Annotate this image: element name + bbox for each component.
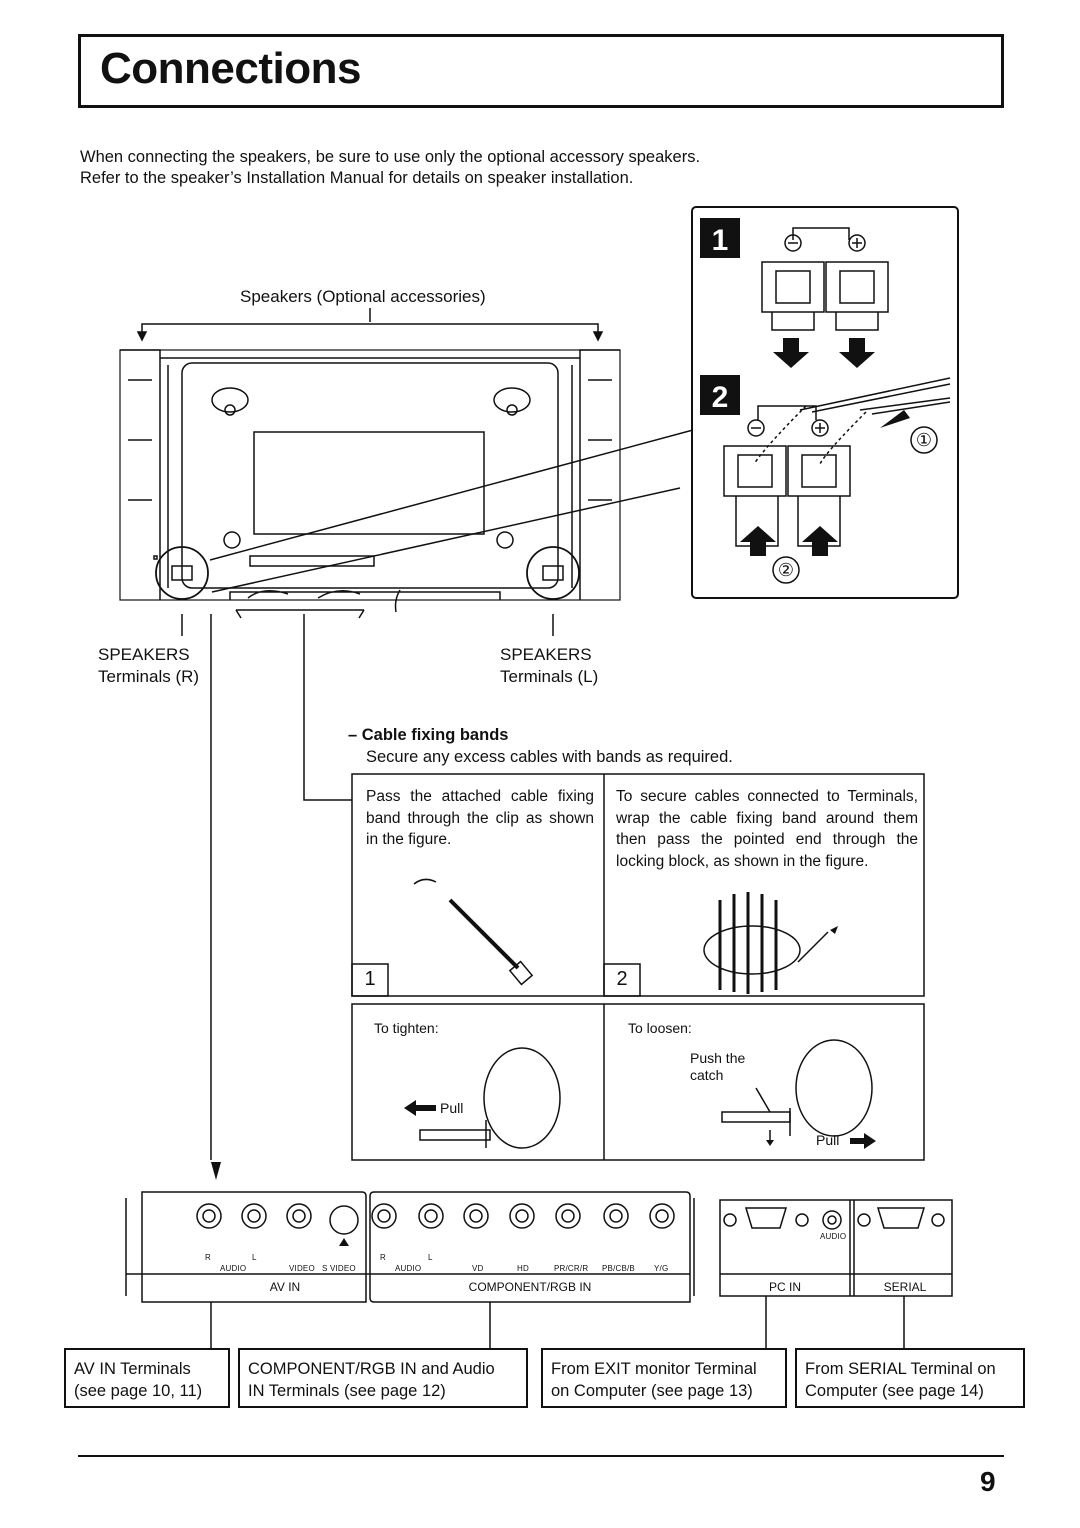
pc-in-label: PC IN [768, 1280, 801, 1294]
av-in-label: AV IN [269, 1280, 301, 1294]
pull-label-loosen: Pull [816, 1132, 840, 1148]
callout-av-in [64, 1348, 230, 1408]
cable-bands-subtitle: Secure any excess cables with bands as required. [366, 748, 733, 766]
speakers-l-line1: SPEAKERS [500, 645, 592, 664]
callout-pc-in-line2: on Computer (see page 13) [551, 1382, 753, 1400]
pull-label-tighten: Pull [440, 1100, 464, 1116]
to-loosen-label: To loosen: [628, 1020, 692, 1036]
av-sub-r: R [205, 1253, 211, 1262]
inset-step-1: 1 [711, 224, 729, 257]
callout-serial [795, 1348, 1025, 1408]
inset-sub-1: ① [915, 430, 933, 451]
speakers-optional-label: Speakers (Optional accessories) [240, 287, 486, 306]
av-sub-l: L [252, 1253, 257, 1262]
page-title: Connections [100, 44, 361, 93]
cable-bands-left-text: Pass the attached cable fixing band through the clip as shown in the figure. [366, 788, 594, 848]
comp-sub-vd: VD [472, 1264, 484, 1273]
comp-sub-hd: HD [517, 1264, 529, 1273]
cable-step-2: 2 [616, 968, 628, 990]
comp-sub-audio: AUDIO [395, 1264, 422, 1273]
comp-sub-r: R [380, 1253, 386, 1262]
comp-sub-pr: PR/CR/R [554, 1264, 589, 1273]
intro-line-1: When connecting the speakers, be sure to use only the optional accessory speakers. [80, 148, 701, 166]
cable-bands-right-text: To secure cables connected to Terminals, wrap the cable fixing band around them then pass the pointed end through the locking block, as shown in the figure. [616, 788, 918, 870]
comp-sub-yg: Y/G [654, 1264, 669, 1273]
page-number: 9 [980, 1466, 996, 1497]
pc-audio-label: AUDIO [820, 1232, 847, 1241]
component-rgb-in-label: COMPONENT/RGB IN [468, 1280, 592, 1294]
cable-bands-heading: – Cable fixing bands [348, 726, 509, 744]
push-catch-label: Push the catch [690, 1050, 746, 1083]
to-tighten-label: To tighten: [374, 1020, 439, 1036]
serial-label: SERIAL [883, 1280, 927, 1294]
speakers-l-line2: Terminals (L) [500, 667, 599, 686]
av-sub-audio: AUDIO [220, 1264, 247, 1273]
av-sub-svideo: S VIDEO [322, 1264, 356, 1273]
callout-component-line1: COMPONENT/RGB IN and Audio [248, 1360, 495, 1378]
callout-component [238, 1348, 528, 1408]
speakers-r-line2: Terminals (R) [98, 667, 200, 686]
comp-sub-l: L [428, 1253, 433, 1262]
callout-pc-in [541, 1348, 787, 1408]
callout-serial-line2: Computer (see page 14) [805, 1382, 984, 1400]
av-sub-video: VIDEO [289, 1264, 315, 1273]
callout-pc-in-line1: From EXIT monitor Terminal [551, 1360, 757, 1378]
callout-component-line2: IN Terminals (see page 12) [248, 1382, 446, 1400]
speakers-r-line1: SPEAKERS [98, 645, 190, 664]
comp-sub-pb: PB/CB/B [602, 1264, 635, 1273]
inset-step-2: 2 [711, 381, 729, 414]
callout-serial-line1: From SERIAL Terminal on [805, 1360, 996, 1378]
callout-av-in-line2: (see page 10, 11) [74, 1382, 203, 1400]
intro-line-2: Refer to the speaker’s Installation Manual for details on speaker installation. [80, 169, 634, 187]
inset-sub-2: ② [777, 560, 795, 581]
callout-av-in-line1: AV IN Terminals [74, 1360, 191, 1378]
cable-step-1: 1 [364, 968, 376, 990]
